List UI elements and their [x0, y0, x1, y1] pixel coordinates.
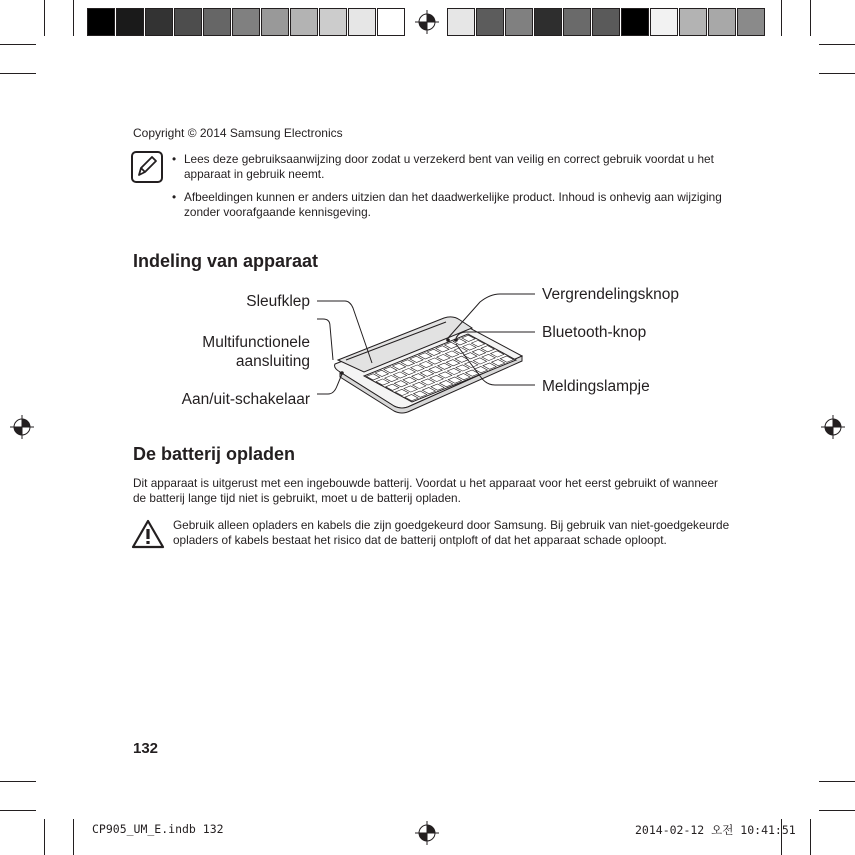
- note-item: • Lees deze gebruiksaanwijzing door zodat u verzekerd bent van veilig en correct gebruik voordat u het apparaat in gebruik neemt.: [172, 152, 732, 181]
- registration-mark-icon: [10, 415, 34, 439]
- charging-body-text: Dit apparaat is uitgerust met een ingebouwde batterij. Voordat u het apparaat voor het eerst gebruikt of wanneer de batterij lange tijd niet is gebruikt, moet u de batterij opladen.: [133, 476, 718, 505]
- color-swatch: [621, 8, 649, 36]
- label-slot-cover: Sleufklep: [246, 293, 310, 310]
- slug-file-info: CP905_UM_E.indb 132: [92, 822, 224, 836]
- section-title-charging: De batterij opladen: [133, 444, 296, 464]
- page-number: 132: [133, 740, 159, 757]
- color-swatch: [203, 8, 231, 36]
- registration-mark-icon: [821, 415, 845, 439]
- leader-multifunctionele: [317, 319, 333, 360]
- color-swatch: [592, 8, 620, 36]
- label-multifunction-connector-line2: aansluiting: [235, 353, 310, 370]
- note-item: • Afbeeldingen kunnen er anders uitzien dan het daadwerkelijke product. Inhoud is onhevig aan wijziging zonder voorafgaande kennisgeving.: [172, 190, 732, 219]
- color-swatch: [447, 8, 475, 36]
- label-multifunction-connector-line1: Multifunctionele: [202, 334, 310, 351]
- color-swatch: [737, 8, 765, 36]
- color-swatch: [87, 8, 115, 36]
- registration-mark-icon: [415, 821, 439, 845]
- color-bar-left: [87, 8, 406, 36]
- color-swatch: [505, 8, 533, 36]
- slug-timestamp: 2014-02-12 오전 10:41:51: [635, 823, 796, 837]
- label-indicator-light: Meldingslampje: [542, 378, 650, 395]
- color-swatch: [319, 8, 347, 36]
- color-swatch: [348, 8, 376, 36]
- color-swatch: [145, 8, 173, 36]
- copyright-line: Copyright © 2014 Samsung Electronics: [133, 126, 343, 140]
- color-bar-right: [447, 8, 766, 36]
- color-swatch: [650, 8, 678, 36]
- color-swatch: [679, 8, 707, 36]
- color-swatch: [476, 8, 504, 36]
- warning-icon: [131, 518, 165, 550]
- color-swatch: [534, 8, 562, 36]
- leader-aan-uit: [317, 374, 342, 394]
- label-bluetooth-button: Bluetooth-knop: [542, 324, 647, 341]
- note-pencil-icon: [131, 151, 163, 183]
- color-swatch: [174, 8, 202, 36]
- color-swatch: [116, 8, 144, 36]
- color-swatch: [563, 8, 591, 36]
- device-layout-diagram: [150, 278, 710, 418]
- charging-warning-text: Gebruik alleen opladers en kabels die zijn goedgekeurd door Samsung. Bij gebruik van niet-goedgekeurde opladers of kabels bestaat het risico dat de batterij ontploft of dat het apparaat schade oploopt.: [173, 518, 730, 547]
- color-swatch: [377, 8, 405, 36]
- label-lock-button: Vergrendelingsknop: [542, 286, 680, 303]
- label-power-switch: Aan/uit-schakelaar: [181, 391, 310, 408]
- color-swatch: [232, 8, 260, 36]
- note-list: [172, 152, 732, 228]
- section-title-layout: Indeling van apparaat: [133, 251, 319, 271]
- registration-mark-icon: [415, 10, 439, 34]
- color-swatch: [290, 8, 318, 36]
- color-swatch: [261, 8, 289, 36]
- color-swatch: [708, 8, 736, 36]
